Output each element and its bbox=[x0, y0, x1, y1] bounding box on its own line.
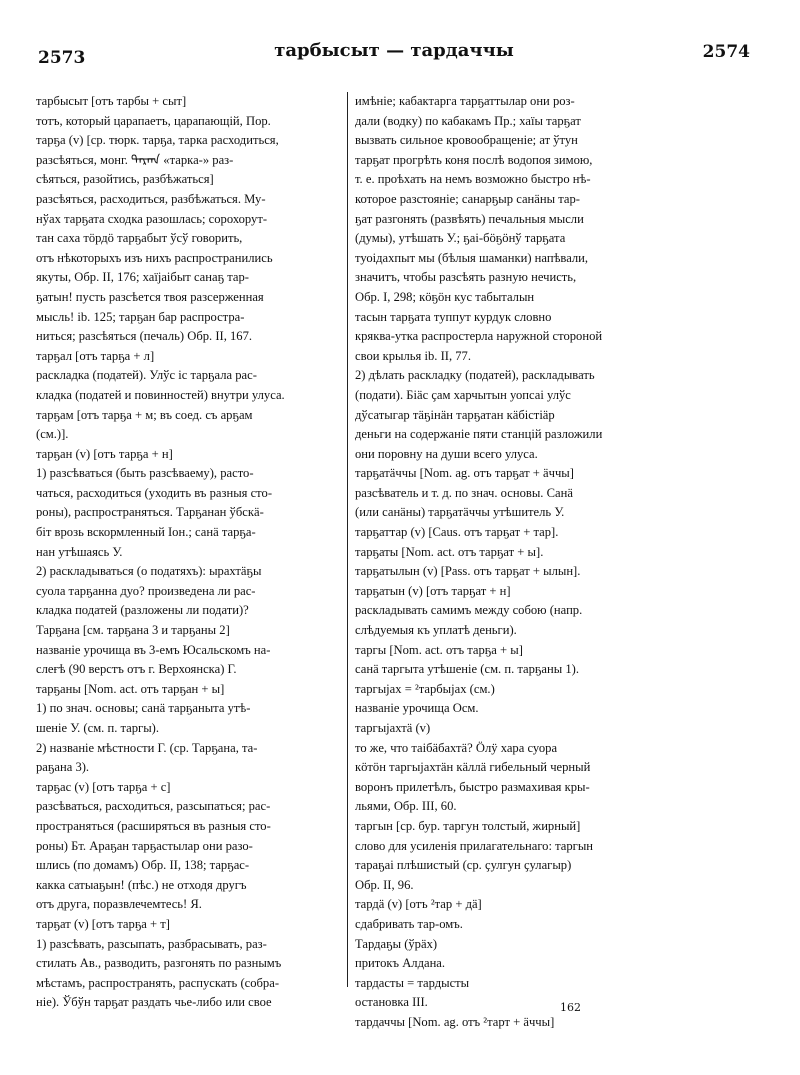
entry-headline: таргыјах = ²тарбыјах (см.) bbox=[355, 681, 495, 696]
entry-line: они поровну на души всего улуса. bbox=[355, 446, 538, 461]
entry-headline: Тарҕана [см. тарҕана 3 и тарҕаны 2] bbox=[36, 623, 230, 638]
entry-line: дўсатыгар тӓҕінӓн тарҕатан кӓбістіӓр bbox=[355, 407, 555, 422]
entry-line: пространяться (расширяться въ разныя сто- bbox=[36, 818, 271, 833]
entry-line: туоідахпыт мы (бѣлыя шаманки) напѣвали, bbox=[355, 250, 589, 265]
entry-line: вызвать сильное кровообращеніе; ат ўтун bbox=[355, 133, 578, 148]
entry-line: мысль! ib. 125; тарҕан бар распростра- bbox=[36, 309, 245, 324]
entry-headline: таргы [Nom. act. отъ тарҕа + ы] bbox=[355, 642, 523, 657]
entry-headline: тардасты = тардысты bbox=[355, 975, 470, 990]
dictionary-entry bbox=[355, 523, 657, 543]
entry-line: ҕат разгонять (развѣять) печальныя мысли bbox=[355, 211, 584, 226]
entry-headline: Тардаҕы (ўрӓх) bbox=[355, 936, 438, 951]
entry-line: разсѣяться, монг. ᠲᠠᠷᠬᠠ «тарка-» раз- bbox=[36, 152, 234, 167]
entry-headline: имѣніе; кабактарга тарҕаттылар они роз- bbox=[355, 94, 575, 108]
entry-line: (см.)]. bbox=[36, 427, 69, 442]
left-column bbox=[36, 92, 342, 1013]
dictionary-entry bbox=[355, 895, 657, 934]
page-header bbox=[38, 40, 750, 78]
entry-line: чаться, расходиться (уходить въ разныя сто- bbox=[36, 485, 273, 500]
dictionary-entry bbox=[36, 680, 342, 778]
entry-line: отъ нѣкоторыхъ изъ нихъ распространились bbox=[36, 250, 273, 265]
entry-line: 2) дѣлать раскладку (податей), раскладывать bbox=[355, 368, 595, 383]
entry-line: біт врозь вскормленный Іон.; санӓ тарҕа- bbox=[36, 525, 256, 540]
dictionary-entry bbox=[355, 464, 657, 523]
entry-line: ніе). Ўбўн тарҕат раздать чье-либо или свое bbox=[36, 995, 272, 1010]
dictionary-entry bbox=[36, 621, 342, 680]
entry-headline: тарҕа (v) [ср. тюрк. тарҕа, тарка расходиться, bbox=[36, 133, 279, 148]
column-divider bbox=[347, 92, 348, 987]
entry-line: то же, что таібӓбахтӓ? Ӧлӱ хара суора bbox=[355, 740, 558, 755]
entry-headline: тарҕас (v) [отъ тарҕа + с] bbox=[36, 779, 171, 794]
entry-line: кряква-утка распростерла наружной стороной bbox=[355, 329, 603, 344]
entry-line: Обр. I, 298; кӧҕӧн кус табыталын bbox=[355, 289, 535, 304]
entry-line: разсѣяться, расходиться, разбѣжаться. Му- bbox=[36, 191, 266, 206]
entry-line: раскладывать самимъ между собою (напр. bbox=[355, 603, 583, 618]
entry-line: названіе урочища Осм. bbox=[355, 701, 479, 716]
dictionary-entry bbox=[36, 92, 342, 131]
entry-line: (или санӓны) тарҕатӓччы утѣшитель У. bbox=[355, 505, 565, 520]
entry-line: какка сатыаҕын! (пѣс.) не отходя другъ bbox=[36, 877, 247, 892]
dictionary-entry bbox=[355, 582, 657, 641]
entry-line: деньги на содержаніе пяти станцій разложили bbox=[355, 427, 603, 442]
entry-headline: тарҕаны [Nom. act. отъ тарҕан + ы] bbox=[36, 681, 225, 696]
dictionary-entry bbox=[355, 543, 657, 563]
entry-headline: тарҕатӓччы [Nom. ag. отъ тарҕат + ӓччы] bbox=[355, 466, 574, 481]
dictionary-entry bbox=[36, 915, 342, 1013]
entry-line: раскладка (податей). Улўс іс тарҕала рас- bbox=[36, 368, 257, 383]
entry-line: слово для усиленія прилагательнаго: таргын bbox=[355, 838, 594, 853]
dictionary-entry bbox=[355, 680, 657, 719]
dictionary-entry bbox=[36, 778, 342, 915]
entry-line: 1) разсѣваться (быть разсѣваему), расто- bbox=[36, 466, 254, 481]
entry-line: мѣстамъ, распространять, распускать (собра- bbox=[36, 975, 280, 990]
entry-line: которое разстояніе; санарҕыр санӓны тар- bbox=[355, 191, 580, 206]
dictionary-entry bbox=[355, 562, 657, 582]
entry-line: остановка III. bbox=[355, 995, 428, 1010]
right-column bbox=[355, 92, 657, 1033]
dictionary-entry bbox=[355, 817, 657, 895]
entry-line: притокъ Алдана. bbox=[355, 956, 446, 971]
entry-line: т. е. проѣхать на немъ возможно быстро нѣ- bbox=[355, 172, 591, 187]
entry-headline: тардӓ (v) [отъ ²тар + дӓ] bbox=[355, 897, 482, 912]
entry-line: кӧтӧн таргыјахтӓн кӓллӓ гибельный черный bbox=[355, 760, 591, 775]
entry-line: санӓ таргыта утѣшеніе (см. п. тарҕаны 1). bbox=[355, 662, 579, 677]
dictionary-entry bbox=[355, 935, 657, 974]
entry-headline: тарҕам [отъ тарҕа + м; въ соед. съ арҕам bbox=[36, 407, 253, 422]
dictionary-entry bbox=[36, 406, 342, 445]
entry-line: роны), распространяться. Тарҕанан ўбскӓ- bbox=[36, 505, 264, 520]
entry-line: раҕана 3). bbox=[36, 760, 90, 775]
dictionary-entry bbox=[355, 719, 657, 817]
entry-line: тотъ, который царапаетъ, царапающій, Пор. bbox=[36, 113, 271, 128]
entry-line: (подати). Біӓс ҫам харчытын уопсаі улўс bbox=[355, 387, 571, 402]
entry-line: шлись (по домамъ) Обр. II, 138; тарҕас- bbox=[36, 858, 250, 873]
entry-headline: тарҕатын (v) [отъ тарҕат + н] bbox=[355, 583, 511, 598]
entry-headline: таргын [ср. бур. таргун толстый, жирный] bbox=[355, 818, 581, 833]
entry-line: отъ друга, поразвлечемтесь! Я. bbox=[36, 897, 202, 912]
entry-line: 1) по знач. основы; санӓ тарҕаныта утѣ- bbox=[36, 701, 251, 716]
entry-line: тасын тарҕата туппут курдук словно bbox=[355, 309, 552, 324]
entry-line: якуты, Обр. II, 176; хаїјаібыт санаҕ тар- bbox=[36, 270, 249, 285]
entry-line: названіе урочища въ 3-емъ Юсальскомъ на- bbox=[36, 642, 271, 657]
entry-headline: тарҕаты [Nom. act. отъ тарҕат + ы]. bbox=[355, 544, 544, 559]
entry-line: кладка (податей и повинностей) внутри улуса. bbox=[36, 387, 285, 402]
page-number-right: 2574 bbox=[702, 42, 750, 62]
entry-line: льями, Обр. III, 60. bbox=[355, 799, 457, 814]
dictionary-entry bbox=[355, 92, 657, 464]
dictionary-entry bbox=[36, 347, 342, 406]
dictionary-entry bbox=[355, 974, 657, 1013]
entry-line: слѣдуемыя къ уплатѣ деньги). bbox=[355, 623, 517, 638]
entry-line: слеғѣ (90 верстъ отъ г. Верхоянска) Г. bbox=[36, 662, 237, 677]
entry-line: шеніе У. (см. п. таргы). bbox=[36, 721, 160, 735]
entry-line: (думы), утѣшать У.; ҕаі-бӧҕӧнў тарҕата bbox=[355, 231, 566, 246]
entry-line: кладка податей (разложены ли подати)? bbox=[36, 603, 249, 618]
entry-line: роны) Бт. Араҕан тарҕастылар они разо- bbox=[36, 838, 253, 853]
entry-line: 2) раскладываться (о податяхъ): ырахтӓҕы bbox=[36, 564, 262, 579]
entry-line: сдабривать тар-омъ. bbox=[355, 916, 463, 931]
entry-line: тарҕат прогрѣть коня послѣ водопоя зимою, bbox=[355, 152, 593, 167]
entry-line: нан утѣшаясь У. bbox=[36, 544, 123, 559]
dictionary-entry bbox=[36, 131, 342, 347]
entry-headline: тардаччы [Nom. ag. отъ ²тарт + ӓччы] bbox=[355, 1014, 555, 1029]
entry-line: 1) разсѣвать, разсыпать, разбрасывать, раз- bbox=[36, 936, 267, 951]
entry-line: стилать Ав., разводить, разгонять по разнымъ bbox=[36, 956, 282, 971]
dictionary-entry bbox=[355, 1013, 657, 1033]
entry-line: сѣяться, разойтись, разбѣжаться] bbox=[36, 172, 214, 187]
entry-headline: тарбысыт [отъ тарбы + сыт] bbox=[36, 94, 187, 108]
entry-line: Обр. II, 96. bbox=[355, 877, 414, 892]
entry-headline: таргыјахтӓ (v) bbox=[355, 721, 431, 735]
entry-line: тан саха тӧрдӧ тарҕабыт ўсў говорить, bbox=[36, 231, 243, 246]
entry-line: свои крылья ib. II, 77. bbox=[355, 348, 472, 363]
footer-number: 162 bbox=[560, 1001, 581, 1014]
entry-headline: тарҕат (v) [отъ тарҕа + т] bbox=[36, 916, 170, 931]
entry-headline: тарҕан (v) [отъ тарҕа + н] bbox=[36, 446, 173, 461]
entry-line: 2) названіе мѣстности Г. (ср. Тарҕана, та- bbox=[36, 740, 258, 755]
dictionary-entry bbox=[36, 445, 342, 621]
entry-headline: тарҕал [отъ тарҕа + л] bbox=[36, 348, 155, 363]
entry-headline: тарҕаттар (v) [Caus. отъ тарҕат + тар]. bbox=[355, 525, 559, 540]
dictionary-entry bbox=[355, 641, 657, 680]
entry-line: дали (водку) по кабакамъ Пр.; хаїы тарҕат bbox=[355, 113, 581, 128]
entry-line: тараҕаі плѣшистый (ср. ҫулгун ҫулагыр) bbox=[355, 858, 572, 873]
entry-line: значитъ, чтобы разсѣять разную нечисть, bbox=[355, 270, 577, 285]
entry-headline: тарҕатылын (v) [Pass. отъ тарҕат + ылын]. bbox=[355, 564, 581, 579]
entry-line: ниться; разсѣяться (печаль) Обр. II, 167. bbox=[36, 329, 253, 344]
entry-line: нўах тарҕата сходка разошлась; сорохорут- bbox=[36, 211, 268, 226]
entry-line: суола тарҕанна дуо? произведена ли рас- bbox=[36, 583, 256, 598]
entry-line: ҕатын! пусть разсѣется твоя разсерженная bbox=[36, 289, 264, 304]
entry-line: разсѣватель и т. д. по знач. основы. Санӓ bbox=[355, 485, 573, 500]
page-number-left: 2573 bbox=[38, 48, 86, 68]
running-title: тарбысыт — тардаччы bbox=[274, 40, 514, 61]
entry-line: разсѣваться, расходиться, разсыпаться; рас- bbox=[36, 799, 271, 814]
entry-line: воронъ прилетѣлъ, быстро размахивая кры- bbox=[355, 779, 590, 794]
